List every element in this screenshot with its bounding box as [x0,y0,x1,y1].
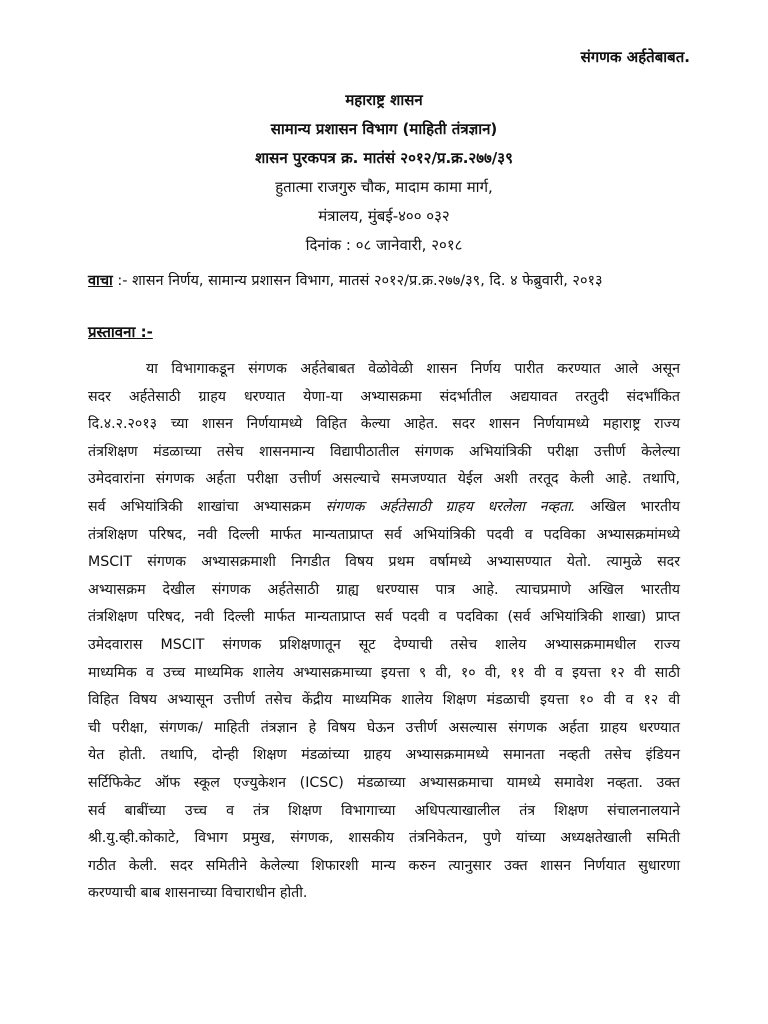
body-line: करण्याची बाब शासनाच्या विचाराधीन होती. [88,885,308,902]
body-line: उमेदवारांना संगणक अर्हता परीक्षा उत्तीर्ण असल्याचे समजण्यात येईल अशी तरतूद केली आहे. तथापि, [88,471,680,488]
department-name: सामान्य प्रशासन विभाग (माहिती तंत्रज्ञान) [270,120,498,138]
address-line-2: मंत्रालय, मुंबई-४०० ०३२ [318,207,450,225]
body-line: माध्यमिक व उच्च माध्यमिक शालेय अभ्यासक्रमाच्या इयत्ता ९ वी, १० वी, ११ वी व इयत्ता १२ वी साठी [88,664,680,681]
body-line-lead: सर्व अभियांत्रिकी शाखांचा अभ्यासक्रम [88,498,311,515]
body-line-italic: संगणक अर्हतेसाठी ग्राहय धरलेला नव्हता. [325,498,576,515]
body-line-tail: अखिल भारतीय [590,498,680,515]
reference-line [88,270,688,290]
body-line: अभ्यासक्रम देखील संगणक अर्हतेसाठी ग्राह्य धरण्यास पात्र आहे. त्याचप्रमाणे अखिल भारतीय [88,581,680,598]
body-line: तंत्रशिक्षण मंडळाच्या तसेच शासनमान्य विद्यापीठातील संगणक अभियांत्रिकी परीक्षा उत्तीर्ण केलेल्या [88,443,680,460]
body-line-mixed [88,494,680,522]
body-line: तंत्रशिक्षण परिषद, नवी दिल्ली मार्फत मान्यताप्राप्त सर्व पदवी व पदविका (सर्व अभियांत्रिकी शाखा) प्राप्त [88,609,680,626]
body-line: येत होती. तथापि, दोन्ही शिक्षण मंडळांच्या ग्राहय अभ्यासक्रमामध्ये समानता नव्हती तसेच इंडियन [88,747,680,764]
body-line: गठीत केली. सदर समितीने केलेल्या शिफारशी मान्य करुन त्यानुसार उक्त शासन निर्णयात सुधारणा [88,857,680,874]
circular-date: दिनांक : ०८ जानेवारी, २०१८ [305,236,463,254]
body-line: सर्टिफिकेट ऑफ स्कूल एज्युकेशन (ICSC) मंडळाच्या अभ्यासक्रमाचा यामध्ये समावेश नव्हता. उक्त [88,774,680,791]
reference-text: :- शासन निर्णय, सामान्य प्रशासन विभाग, मातसं २०१२/प्र.क्र.२७७/३९, दि. ४ फेब्रुवारी, २०१३ [117,273,603,289]
body-line: या विभागाकडून संगणक अर्हतेबाबत वेळोवेळी शासन निर्णय पारीत करण्यात आले असून [146,361,680,377]
government-name: महाराष्ट्र शासन [345,91,423,109]
body-line: MSCIT संगणक अभ्यासक्रमाशी निगडीत विषय प्रथम वर्षामध्ये अभ्यासण्यात येतो. त्यामुळे सदर [88,554,680,571]
circular-number: शासन पुरकपत्र क्र. मातंसं २०१२/प्र.क्र.२७७/३९ [255,149,513,167]
body-line: उमेदवारास MSCIT संगणक प्रशिक्षणातून सूट देण्याची तसेच शालेय अभ्यासक्रमामधील राज्य [88,636,680,653]
body-line: तंत्रशिक्षण परिषद, नवी दिल्ली मार्फत मान्यताप्राप्त सर्व अभियांत्रिकी पदवी व पदविका अभ्यासक्रमांमध्ये [88,526,680,543]
body-line: सर्व बाबींच्या उच्च व तंत्र शिक्षण विभागाच्या अधिपत्याखालील तंत्र शिक्षण संचालनालयाने [88,802,680,819]
preamble-title: प्रस्तावना :- [88,323,153,341]
body-line: सदर अर्हतेसाठी ग्राहय धरण्यात येणा-या अभ्यासक्रमा संदर्भातील अद्ययावत तरतुदी संदर्भांकित [88,388,680,405]
body-line: दि.४.२.२०१३ च्या शासन निर्णयामध्ये विहित केल्या आहेत. सदर शासन निर्णयामध्ये महाराष्ट्र राज्य [88,416,680,433]
body-line: विहित विषय अभ्यासून उत्तीर्ण तसेच केंद्रीय माध्यमिक शालेय शिक्षण मंडळाची इयत्ता १० वी व १२ वी [88,692,680,709]
reference-label: वाचा [88,273,113,289]
body-line: ची परीक्षा, संगणक/ माहिती तंत्रज्ञान हे विषय घेऊन उत्तीर्ण असल्यास संगणक अर्हता ग्राहय धरण्यात [88,719,680,736]
subject-tag: संगणक अर्हतेबाबत. [580,48,690,66]
letterhead [0,86,768,260]
preamble-body [88,356,680,908]
address-line-1: हुतात्मा राजगुरु चौक, मादाम कामा मार्ग, [275,178,493,196]
body-line: श्री.यु.व्ही.कोकाटे, विभाग प्रमुख, संगणक, शासकीय तंत्रनिकेतन, पुणे यांच्या अध्यक्षतेखाली समिती [88,830,680,847]
